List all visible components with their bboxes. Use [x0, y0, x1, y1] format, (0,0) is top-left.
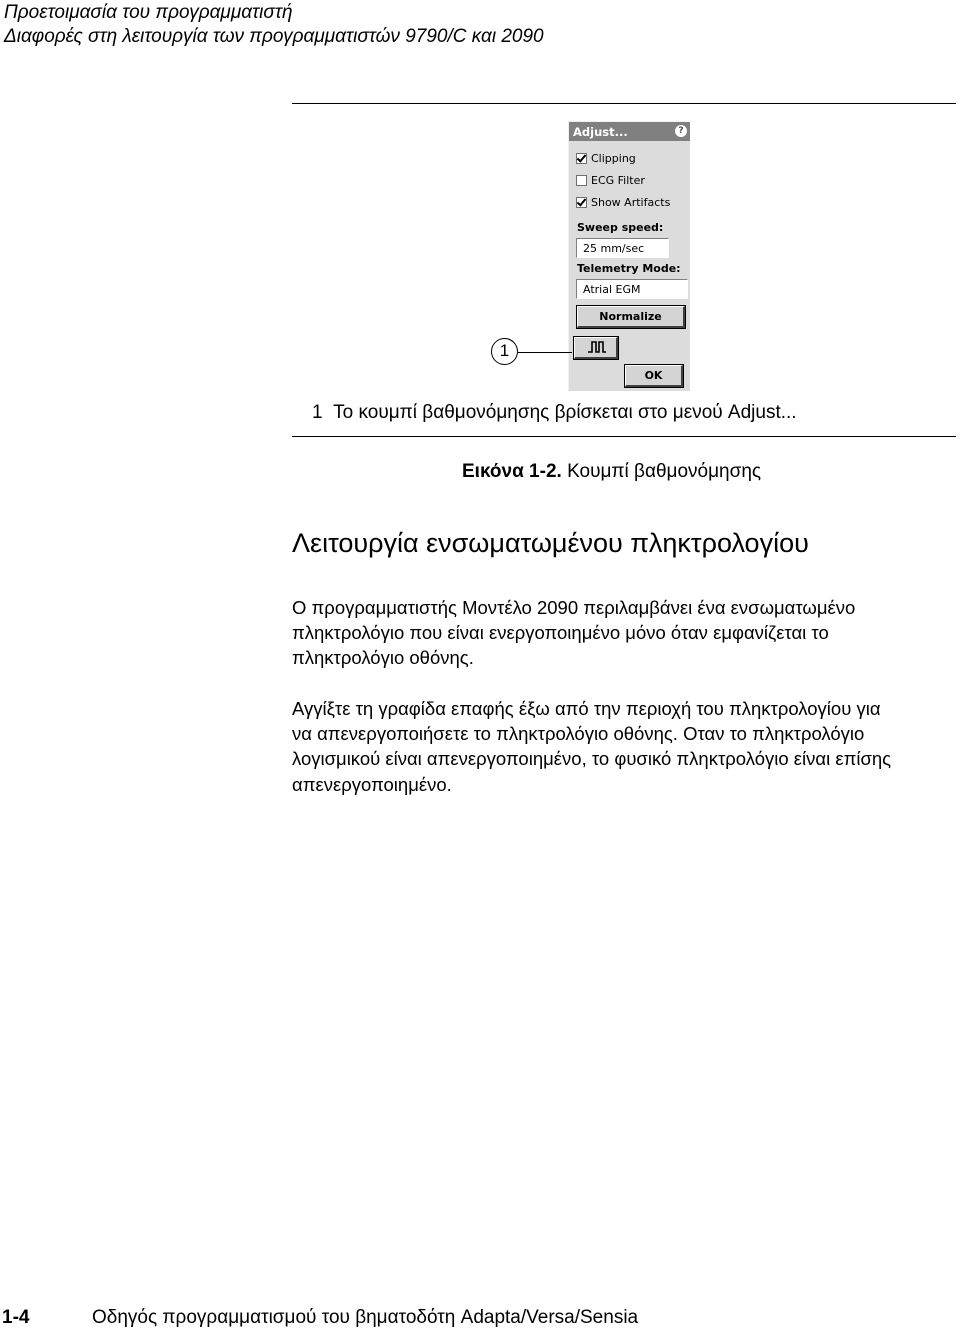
- help-icon[interactable]: ?: [675, 125, 687, 137]
- figure-label: Εικόνα 1-2.: [462, 461, 562, 482]
- callout-caption-text: Το κουμπί βαθμονόμησης βρίσκεται στο μενού Adjust...: [333, 402, 797, 423]
- figure-caption-text: Κουμπί βαθμονόμησης: [567, 461, 762, 482]
- dialog-titlebar: [569, 122, 690, 141]
- callout-number: 1: [491, 338, 518, 365]
- paragraph-1: [292, 595, 960, 671]
- ok-button[interactable]: OK: [625, 365, 683, 387]
- normalize-button[interactable]: Normalize: [577, 306, 685, 328]
- ecg-filter-checkbox[interactable]: [576, 175, 587, 186]
- paragraph-1-line: Ο προγραμματιστής Μοντέλο 2090 περιλαμβάνει ένα ενσωματωμένο: [292, 597, 856, 618]
- sweep-speed-field[interactable]: 25 mm/sec: [576, 238, 669, 258]
- paragraph-2-line: απενεργοποιημένο.: [292, 773, 452, 795]
- telemetry-mode-field[interactable]: Atrial EGM: [576, 279, 688, 299]
- footer-title: Οδηγός προγραμματισμού του βηματοδότη Adapta/Versa/Sensia: [92, 1307, 639, 1328]
- clipping-checkbox[interactable]: [576, 153, 587, 164]
- callout-leader-line: [518, 352, 572, 353]
- show-artifacts-checkbox[interactable]: [576, 197, 587, 208]
- calibration-button[interactable]: [574, 337, 618, 359]
- paragraph-2-line: Αγγίξτε τη γραφίδα επαφής έξω από την περιοχή του πληκτρολογίου για: [292, 698, 881, 719]
- section-heading: Λειτουργία ενσωματωμένου πληκτρολογίου: [292, 528, 809, 558]
- clipping-checkbox-row[interactable]: [576, 151, 636, 165]
- telemetry-mode-label: Telemetry Mode:: [577, 262, 681, 275]
- figure-caption: [462, 461, 761, 483]
- square-pulse-icon: [576, 338, 616, 356]
- dialog-title: Adjust...: [573, 125, 628, 139]
- callout-caption: [312, 402, 797, 424]
- running-header-subtitle: Διαφορές στη λειτουργία των προγραμματιστών 9790/C και 2090: [4, 26, 544, 47]
- figure-top-rule: [292, 103, 956, 104]
- show-artifacts-label: Show Artifacts: [591, 195, 671, 209]
- running-header-title: Προετοιμασία του προγραμματιστή: [4, 2, 293, 23]
- paragraph-2-line: λογισμικού είναι απενεργοποιημένο, το φυσικό πληκτρολόγιο είναι επίσης: [292, 748, 892, 770]
- paragraph-1-line: πληκτρολόγιο οθόνης.: [292, 647, 474, 669]
- paragraph-2-line: να απενεργοποιήσετε το πληκτρολόγιο οθόνης. Οταν το πληκτρολόγιο: [292, 723, 865, 745]
- ecg-filter-label: ECG Filter: [591, 173, 645, 187]
- figure-bottom-rule: [292, 436, 956, 437]
- show-artifacts-checkbox-row[interactable]: [576, 195, 670, 209]
- clipping-label: Clipping: [591, 151, 636, 165]
- page-number: 1-4: [2, 1307, 30, 1328]
- callout-caption-number: 1: [312, 402, 323, 423]
- paragraph-1-line: πληκτρολόγιο που είναι ενεργοποιημένο μόνο όταν εμφανίζεται το: [292, 622, 829, 644]
- adjust-dialog: [568, 121, 690, 391]
- sweep-speed-label: Sweep speed:: [577, 221, 664, 234]
- ecg-filter-checkbox-row[interactable]: [576, 173, 645, 187]
- paragraph-2: [292, 696, 960, 797]
